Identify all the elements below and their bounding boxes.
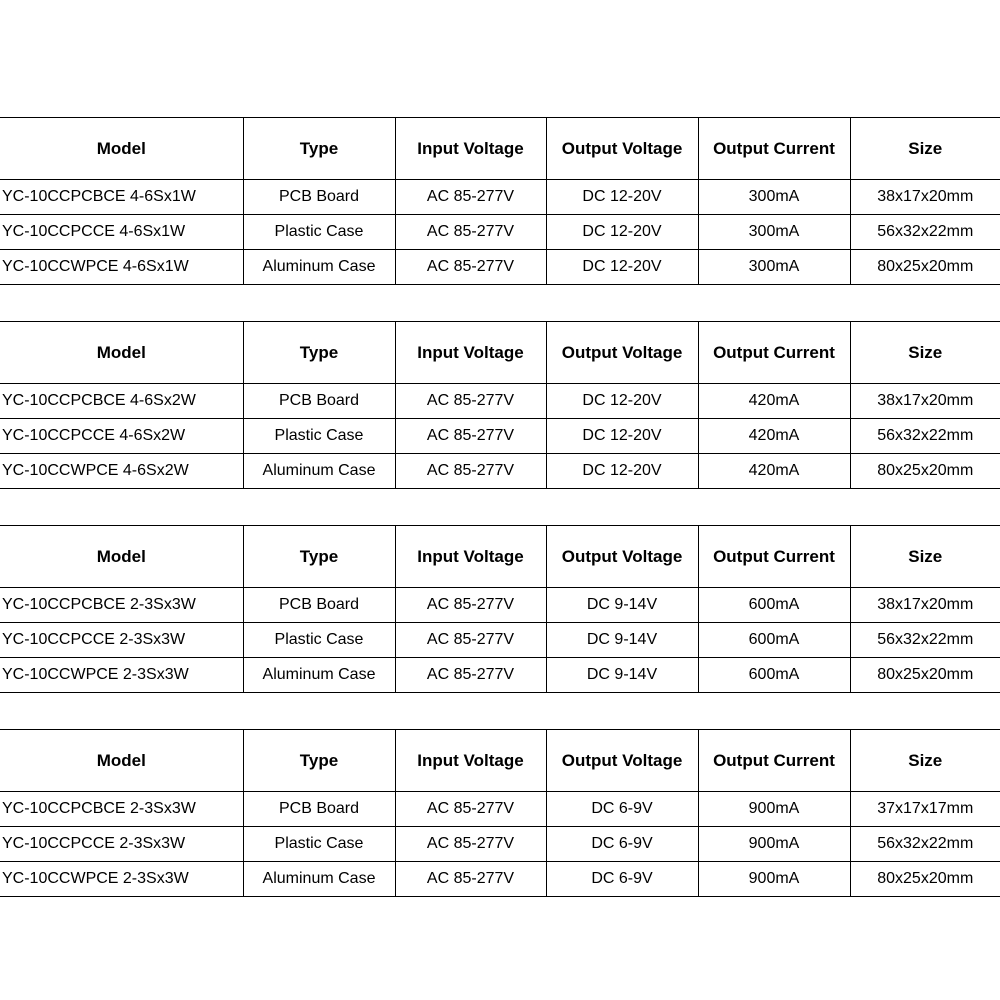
header-type: Type	[243, 322, 395, 384]
type-cell: Aluminum Case	[243, 658, 395, 693]
header-model: Model	[0, 730, 243, 792]
header-type: Type	[243, 526, 395, 588]
input-voltage-cell: AC 85-277V	[395, 862, 546, 897]
header-output-current: Output Current	[698, 730, 850, 792]
input-voltage-cell: AC 85-277V	[395, 180, 546, 215]
model-cell: YC-10CCWPCE 2-3Sx3W	[0, 862, 243, 897]
model-cell: YC-10CCPCCE 4-6Sx2W	[0, 419, 243, 454]
type-cell: Plastic Case	[243, 419, 395, 454]
type-cell: Plastic Case	[243, 827, 395, 862]
output-current-cell: 300mA	[698, 215, 850, 250]
input-voltage-cell: AC 85-277V	[395, 658, 546, 693]
output-voltage-cell: DC 6-9V	[546, 862, 698, 897]
output-current-cell: 900mA	[698, 827, 850, 862]
input-voltage-cell: AC 85-277V	[395, 250, 546, 285]
output-voltage-cell: DC 9-14V	[546, 658, 698, 693]
output-voltage-cell: DC 6-9V	[546, 827, 698, 862]
header-output-voltage: Output Voltage	[546, 730, 698, 792]
type-cell: Aluminum Case	[243, 250, 395, 285]
header-input-voltage: Input Voltage	[395, 118, 546, 180]
table-row	[0, 588, 1000, 623]
output-current-cell: 900mA	[698, 792, 850, 827]
model-cell: YC-10CCWPCE 4-6Sx2W	[0, 454, 243, 489]
output-current-cell: 300mA	[698, 180, 850, 215]
table-row	[0, 454, 1000, 489]
output-current-cell: 600mA	[698, 658, 850, 693]
output-voltage-cell: DC 12-20V	[546, 180, 698, 215]
table-row	[0, 792, 1000, 827]
header-input-voltage: Input Voltage	[395, 322, 546, 384]
output-voltage-cell: DC 12-20V	[546, 215, 698, 250]
model-cell: YC-10CCPCBCE 4-6Sx2W	[0, 384, 243, 419]
model-cell: YC-10CCPCCE 4-6Sx1W	[0, 215, 243, 250]
size-cell: 80x25x20mm	[850, 658, 1000, 693]
size-cell: 56x32x22mm	[850, 827, 1000, 862]
type-cell: Plastic Case	[243, 215, 395, 250]
type-cell: Aluminum Case	[243, 862, 395, 897]
header-output-voltage: Output Voltage	[546, 118, 698, 180]
size-cell: 56x32x22mm	[850, 419, 1000, 454]
table-row	[0, 250, 1000, 285]
model-cell: YC-10CCPCBCE 4-6Sx1W	[0, 180, 243, 215]
header-row	[0, 526, 1000, 588]
input-voltage-cell: AC 85-277V	[395, 215, 546, 250]
input-voltage-cell: AC 85-277V	[395, 419, 546, 454]
spec-table-2	[0, 321, 1000, 489]
input-voltage-cell: AC 85-277V	[395, 454, 546, 489]
output-current-cell: 900mA	[698, 862, 850, 897]
header-output-current: Output Current	[698, 526, 850, 588]
header-row	[0, 118, 1000, 180]
size-cell: 80x25x20mm	[850, 862, 1000, 897]
input-voltage-cell: AC 85-277V	[395, 588, 546, 623]
input-voltage-cell: AC 85-277V	[395, 827, 546, 862]
type-cell: Aluminum Case	[243, 454, 395, 489]
spec-table-3	[0, 525, 1000, 693]
header-model: Model	[0, 322, 243, 384]
output-current-cell: 420mA	[698, 419, 850, 454]
size-cell: 38x17x20mm	[850, 180, 1000, 215]
type-cell: PCB Board	[243, 588, 395, 623]
header-model: Model	[0, 118, 243, 180]
table-row	[0, 658, 1000, 693]
size-cell: 38x17x20mm	[850, 384, 1000, 419]
header-input-voltage: Input Voltage	[395, 730, 546, 792]
input-voltage-cell: AC 85-277V	[395, 792, 546, 827]
header-model: Model	[0, 526, 243, 588]
table-row	[0, 623, 1000, 658]
output-current-cell: 300mA	[698, 250, 850, 285]
type-cell: Plastic Case	[243, 623, 395, 658]
table-row	[0, 862, 1000, 897]
type-cell: PCB Board	[243, 384, 395, 419]
type-cell: PCB Board	[243, 792, 395, 827]
model-cell: YC-10CCPCBCE 2-3Sx3W	[0, 792, 243, 827]
output-voltage-cell: DC 12-20V	[546, 454, 698, 489]
header-type: Type	[243, 118, 395, 180]
header-output-voltage: Output Voltage	[546, 322, 698, 384]
model-cell: YC-10CCPCCE 2-3Sx3W	[0, 623, 243, 658]
model-cell: YC-10CCWPCE 4-6Sx1W	[0, 250, 243, 285]
output-current-cell: 420mA	[698, 454, 850, 489]
output-current-cell: 420mA	[698, 384, 850, 419]
output-voltage-cell: DC 9-14V	[546, 623, 698, 658]
table-row	[0, 384, 1000, 419]
model-cell: YC-10CCWPCE 2-3Sx3W	[0, 658, 243, 693]
output-voltage-cell: DC 9-14V	[546, 588, 698, 623]
header-output-current: Output Current	[698, 118, 850, 180]
table-row	[0, 215, 1000, 250]
output-current-cell: 600mA	[698, 588, 850, 623]
size-cell: 80x25x20mm	[850, 250, 1000, 285]
size-cell: 38x17x20mm	[850, 588, 1000, 623]
header-type: Type	[243, 730, 395, 792]
model-cell: YC-10CCPCBCE 2-3Sx3W	[0, 588, 243, 623]
size-cell: 56x32x22mm	[850, 215, 1000, 250]
output-voltage-cell: DC 6-9V	[546, 792, 698, 827]
size-cell: 37x17x17mm	[850, 792, 1000, 827]
header-row	[0, 322, 1000, 384]
size-cell: 80x25x20mm	[850, 454, 1000, 489]
model-cell: YC-10CCPCCE 2-3Sx3W	[0, 827, 243, 862]
table-row	[0, 419, 1000, 454]
input-voltage-cell: AC 85-277V	[395, 384, 546, 419]
output-current-cell: 600mA	[698, 623, 850, 658]
header-size: Size	[850, 118, 1000, 180]
output-voltage-cell: DC 12-20V	[546, 384, 698, 419]
header-size: Size	[850, 322, 1000, 384]
spec-table-4	[0, 729, 1000, 897]
table-row	[0, 827, 1000, 862]
header-output-voltage: Output Voltage	[546, 526, 698, 588]
output-voltage-cell: DC 12-20V	[546, 250, 698, 285]
spec-table-1	[0, 117, 1000, 285]
type-cell: PCB Board	[243, 180, 395, 215]
header-row	[0, 730, 1000, 792]
size-cell: 56x32x22mm	[850, 623, 1000, 658]
output-voltage-cell: DC 12-20V	[546, 419, 698, 454]
header-input-voltage: Input Voltage	[395, 526, 546, 588]
table-row	[0, 180, 1000, 215]
header-size: Size	[850, 730, 1000, 792]
header-output-current: Output Current	[698, 322, 850, 384]
header-size: Size	[850, 526, 1000, 588]
input-voltage-cell: AC 85-277V	[395, 623, 546, 658]
